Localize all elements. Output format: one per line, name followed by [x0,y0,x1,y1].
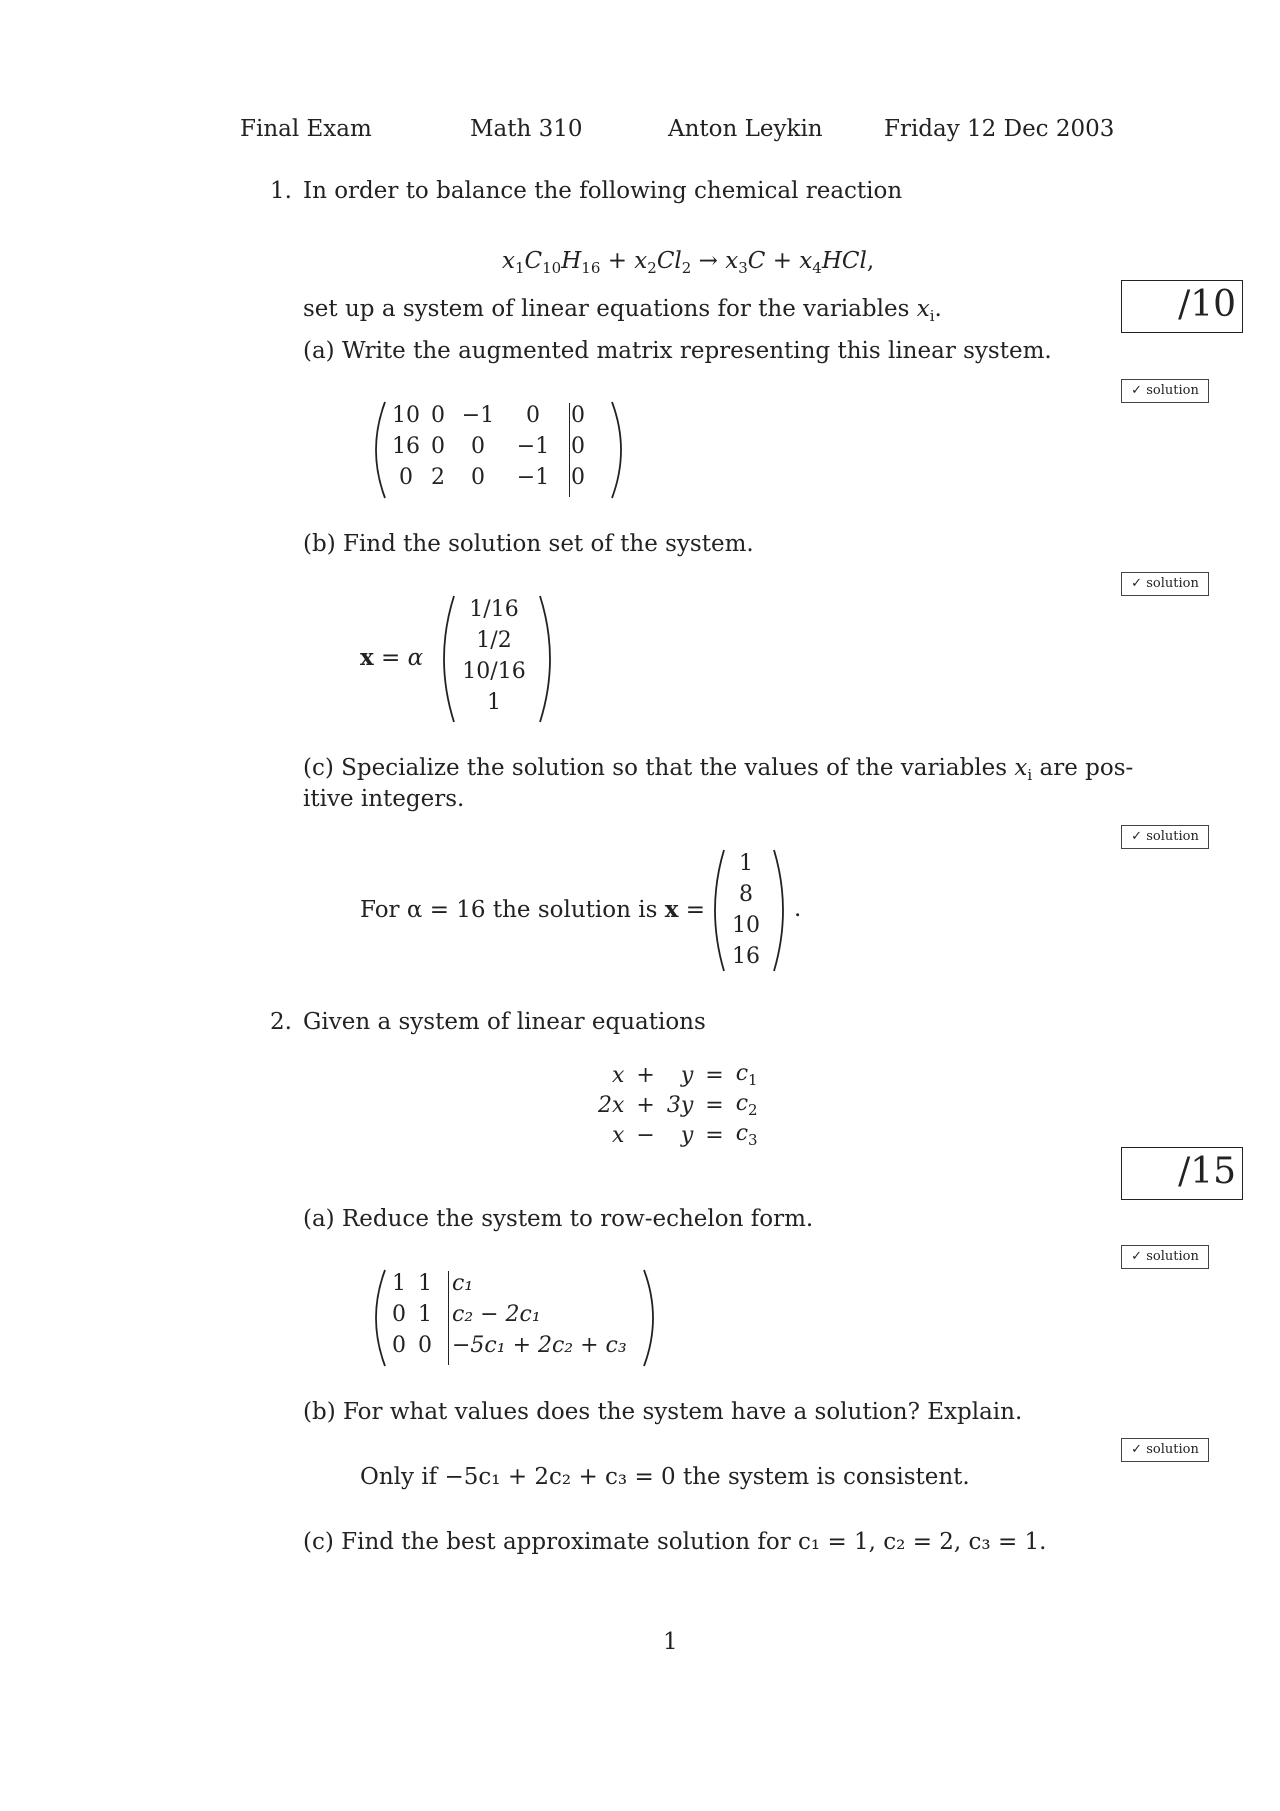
header-instructor: Anton Leykin [668,116,823,142]
header-course-label: Final Exam [240,116,372,142]
check-icon: ✓ [1131,1442,1143,1457]
period: . [794,896,802,922]
problem2-number: 2. [270,1009,292,1035]
solution-button-label: solution [1146,829,1199,844]
problem2-part-a-label: (a) Reduce the system to row-echelon form. [303,1206,814,1232]
problem1-intro: In order to balance the following chemical reaction [303,178,903,204]
header-date: Friday 12 Dec 2003 [884,116,1115,142]
problem1-score-box: /10 [1121,280,1243,333]
problem2-part-c-label: (c) Find the best approximate solution for c₁ = 1, c₂ = 2, c₃ = 1. [303,1529,1047,1555]
solution-button[interactable] [1121,572,1209,596]
solution-button[interactable] [1121,1438,1209,1462]
header-course: Math 310 [470,116,583,142]
problem1-part-c-label-line1: (c) Specialize the solution so that the values of the variables $x_i$ are pos- [303,755,1134,784]
solution-button[interactable] [1121,825,1209,849]
problem2-part-b-label: (b) For what values does the system have a solution? Explain. [303,1399,1023,1425]
reaction-equation: $x_1C_{10}H_{16} + x_2Cl_2 \to x_3C + x_4HCl$, [502,248,875,277]
check-icon: ✓ [1131,829,1143,844]
linear-system: x + y = $c_1$ 2x + 3y = $c_2$ x − y = $c_3$ [598,1061,758,1149]
augment-bar [448,1271,449,1365]
solution-button-label: solution [1146,383,1199,398]
integer-solution-statement: For α = 16 the solution is x = [360,896,706,923]
row-echelon-matrix-2a: 1 1 c₁ 0 1 c₂ − 2c₁ 0 0 −5c₁ + 2c₂ + c₃ [392,1271,627,1358]
solution-x-equals-alpha: x = α [360,644,424,671]
problem2-intro: Given a system of linear equations [303,1009,706,1035]
problem1-part-c-label-line2: itive integers. [303,786,465,812]
solution-button[interactable] [1121,1245,1209,1269]
problem2-part-b-answer: Only if −5c₁ + 2c₂ + c₃ = 0 the system is consistent. [360,1464,970,1490]
check-icon: ✓ [1131,1249,1143,1264]
problem1-part-b-label: (b) Find the solution set of the system. [303,531,754,557]
right-paren [640,1268,670,1368]
right-paren [536,594,566,724]
solution-vector-1c: 1 8 10 16 [732,851,760,969]
solution-button-label: solution [1146,1442,1199,1457]
right-paren [608,400,638,500]
problem1-number: 1. [270,178,292,204]
page-number: 1 [663,1629,678,1655]
problem2-score-box: /15 [1121,1147,1243,1200]
solution-button-label: solution [1146,576,1199,591]
problem1-setup: set up a system of linear equations for the variables $x_i$. [303,296,942,325]
solution-button[interactable] [1121,379,1209,403]
solution-vector-1b: 1/16 1/2 10/16 1 [462,597,526,715]
augmented-matrix-1a: 10 0 −1 0 0 16 0 0 −1 0 0 2 0 −1 0 [392,403,585,490]
solution-button-label: solution [1146,1249,1199,1264]
check-icon: ✓ [1131,383,1143,398]
check-icon: ✓ [1131,576,1143,591]
augment-bar [569,403,570,497]
problem1-part-a-label: (a) Write the augmented matrix representing this linear system. [303,338,1052,364]
